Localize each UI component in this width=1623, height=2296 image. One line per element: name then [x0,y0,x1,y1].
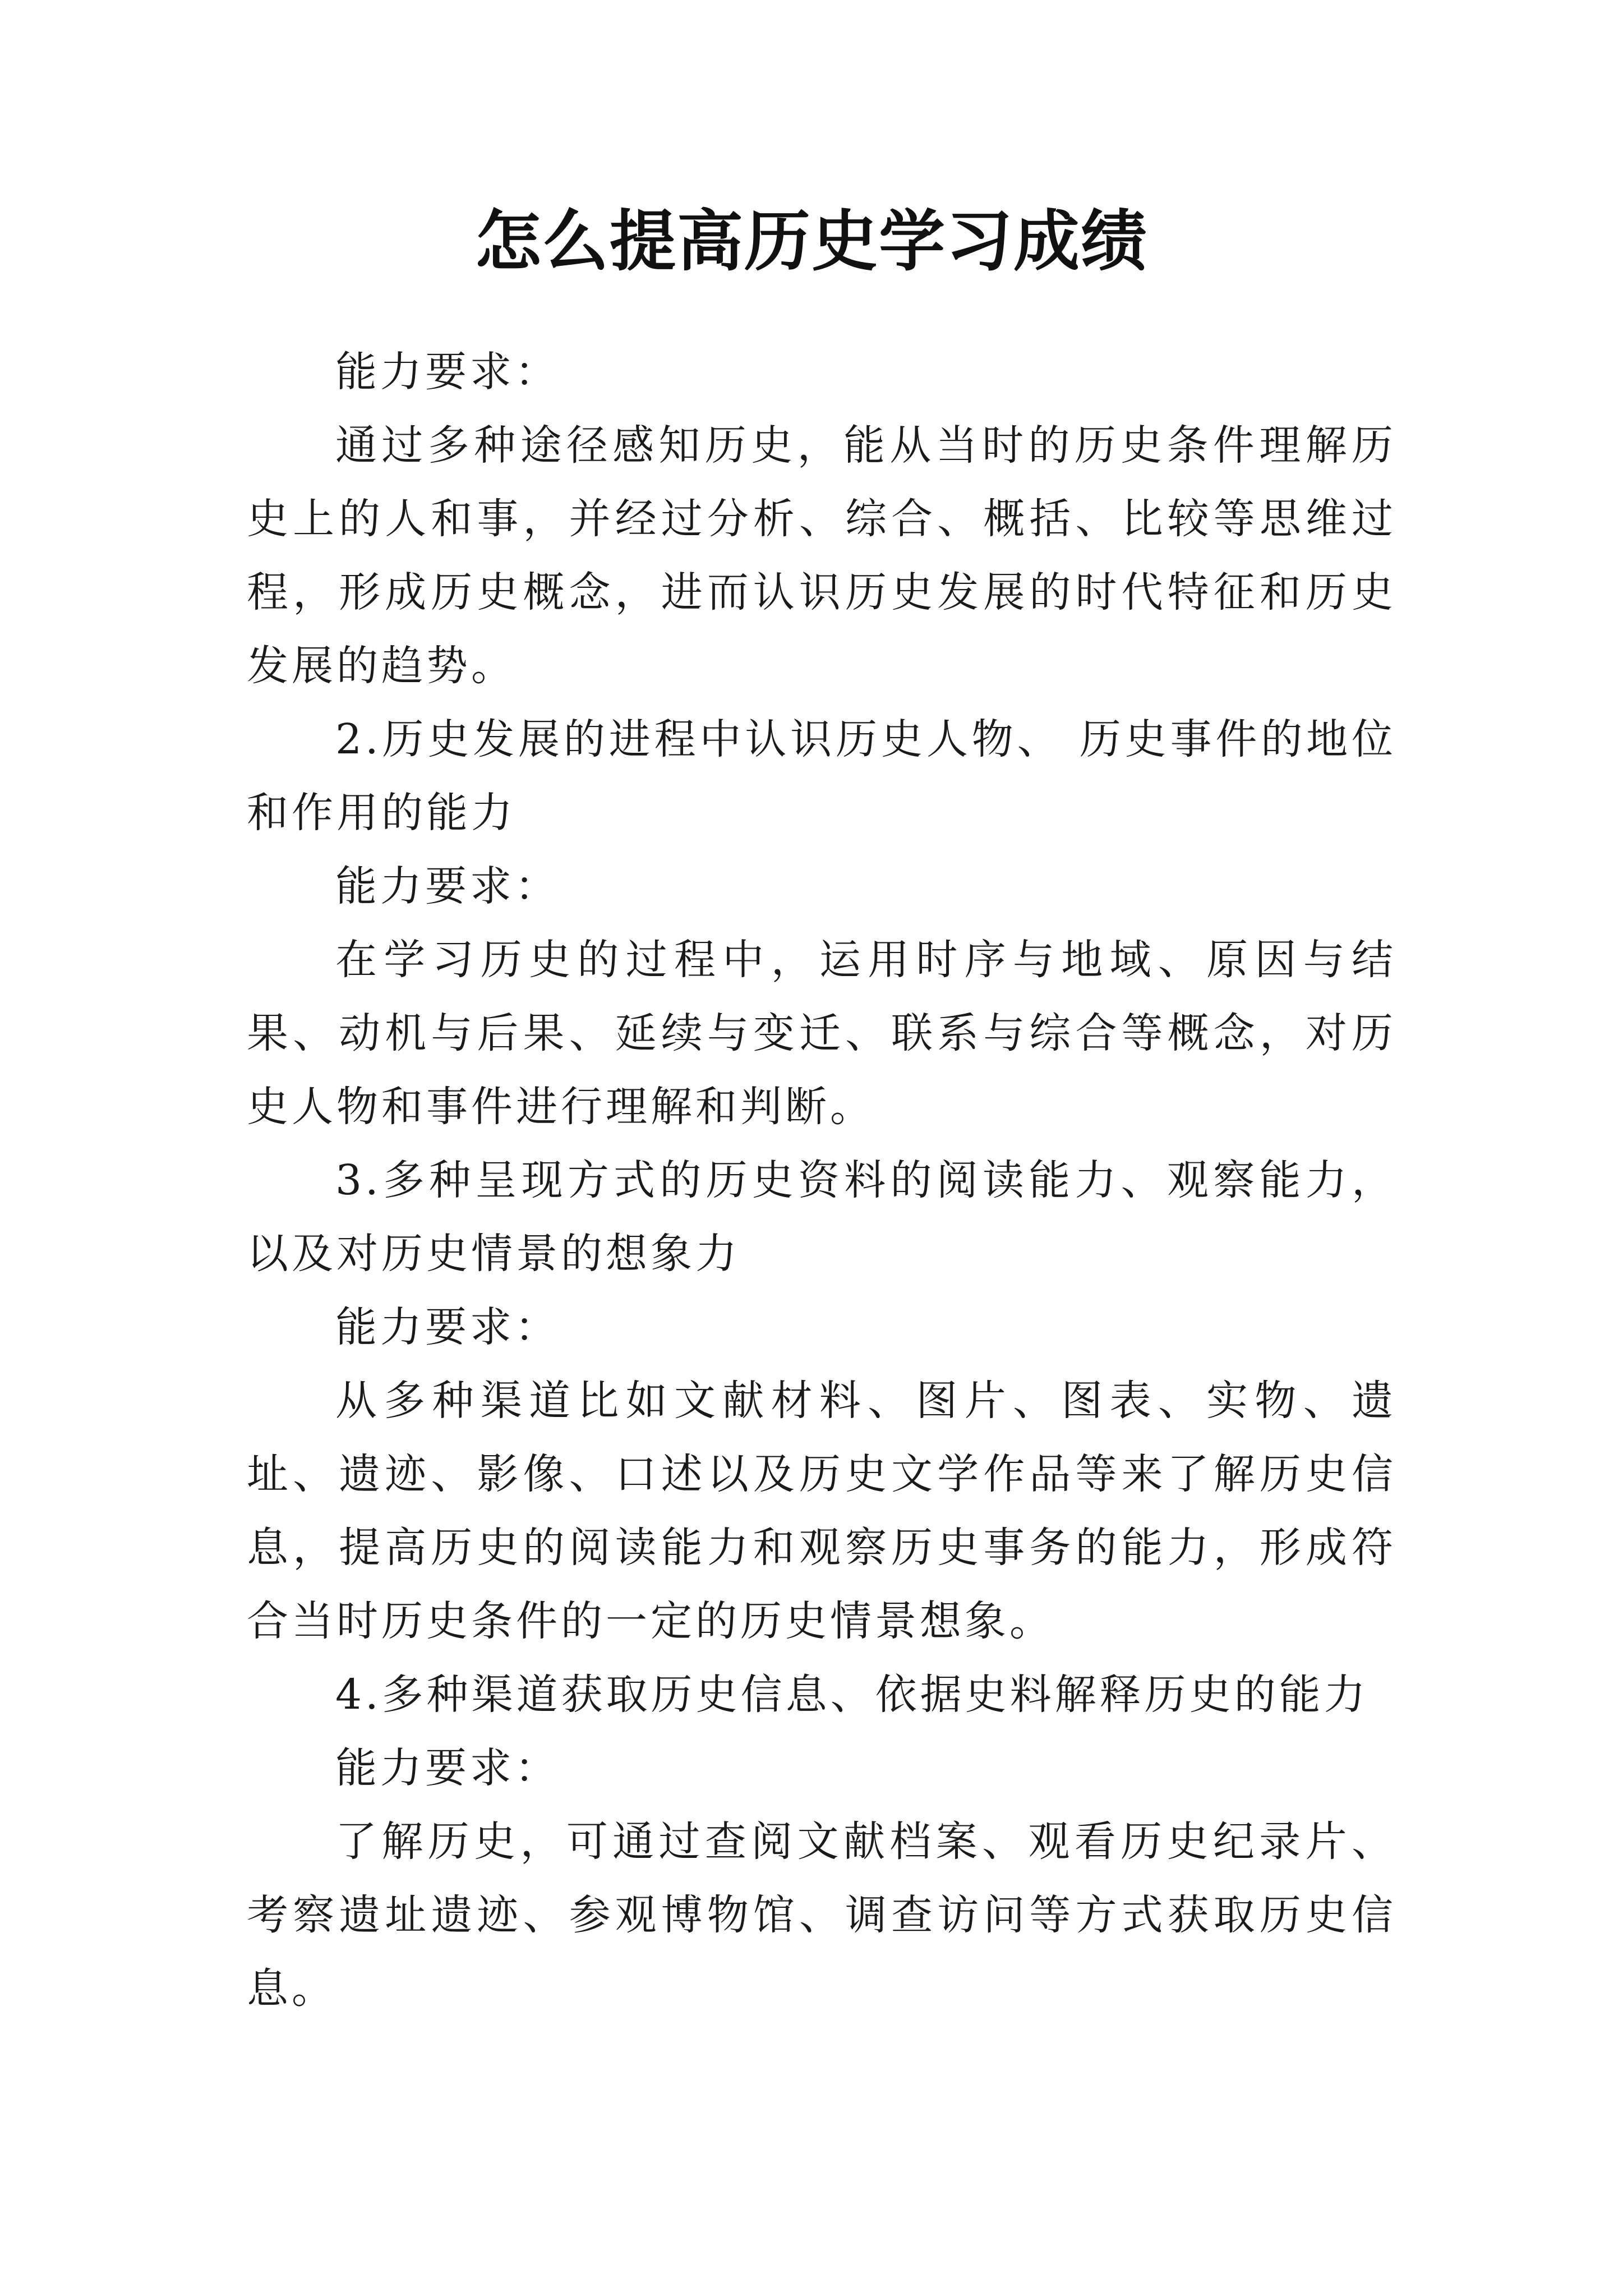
paragraph-ability-requirement-1: 能力要求： [335,348,560,396]
section-heading-3: 3.多种呈现方式的历史资料的阅读能力、观察能力，以及对历史情景的想象力 [247,1156,1396,1278]
paragraph-understand-history: 了解历史，可通过查阅文献档案、观看历史纪录片、考察遗址遗迹、参观博物馆、调查访问等方式获取历史信息。 [247,1818,1396,2013]
section-heading-4: 4.多种渠道获取历史信息、依据史料解释历史的能力 [335,1671,1369,1719]
paragraph-ability-requirement-4: 能力要求： [335,1744,560,1792]
paragraph-ability-requirement-2: 能力要求： [335,862,560,910]
document-title: 怎么提高历史学习成绩 [474,202,1148,280]
paragraph-ability-requirement-3: 能力要求： [335,1303,560,1351]
paragraph-perceive-history: 通过多种途径感知历史，能从当时的历史条件理解历史上的人和事，并经过分析、综合、概括、比较等思维过程，形成历史概念，进而认识历史发展的时代特征和历史发展的趋势。 [247,421,1396,690]
section-heading-2: 2.历史发展的进程中认识历史人物、 历史事件的地位和作用的能力 [247,715,1396,837]
paragraph-multiple-channels: 从多种渠道比如文献材料、图片、图表、实物、遗址、遗迹、影像、口述以及历史文学作品等来了解历史信息，提高历史的阅读能力和观察历史事务的能力，形成符合当时历史条件的一定的历史情景想象。 [247,1377,1396,1645]
document-body [247,335,1396,2026]
paragraph-learning-process: 在学习历史的过程中，运用时序与地域、原因与结果、动机与后果、延续与变迁、联系与综合等概念，对历史人物和事件进行理解和判断。 [247,936,1396,1131]
